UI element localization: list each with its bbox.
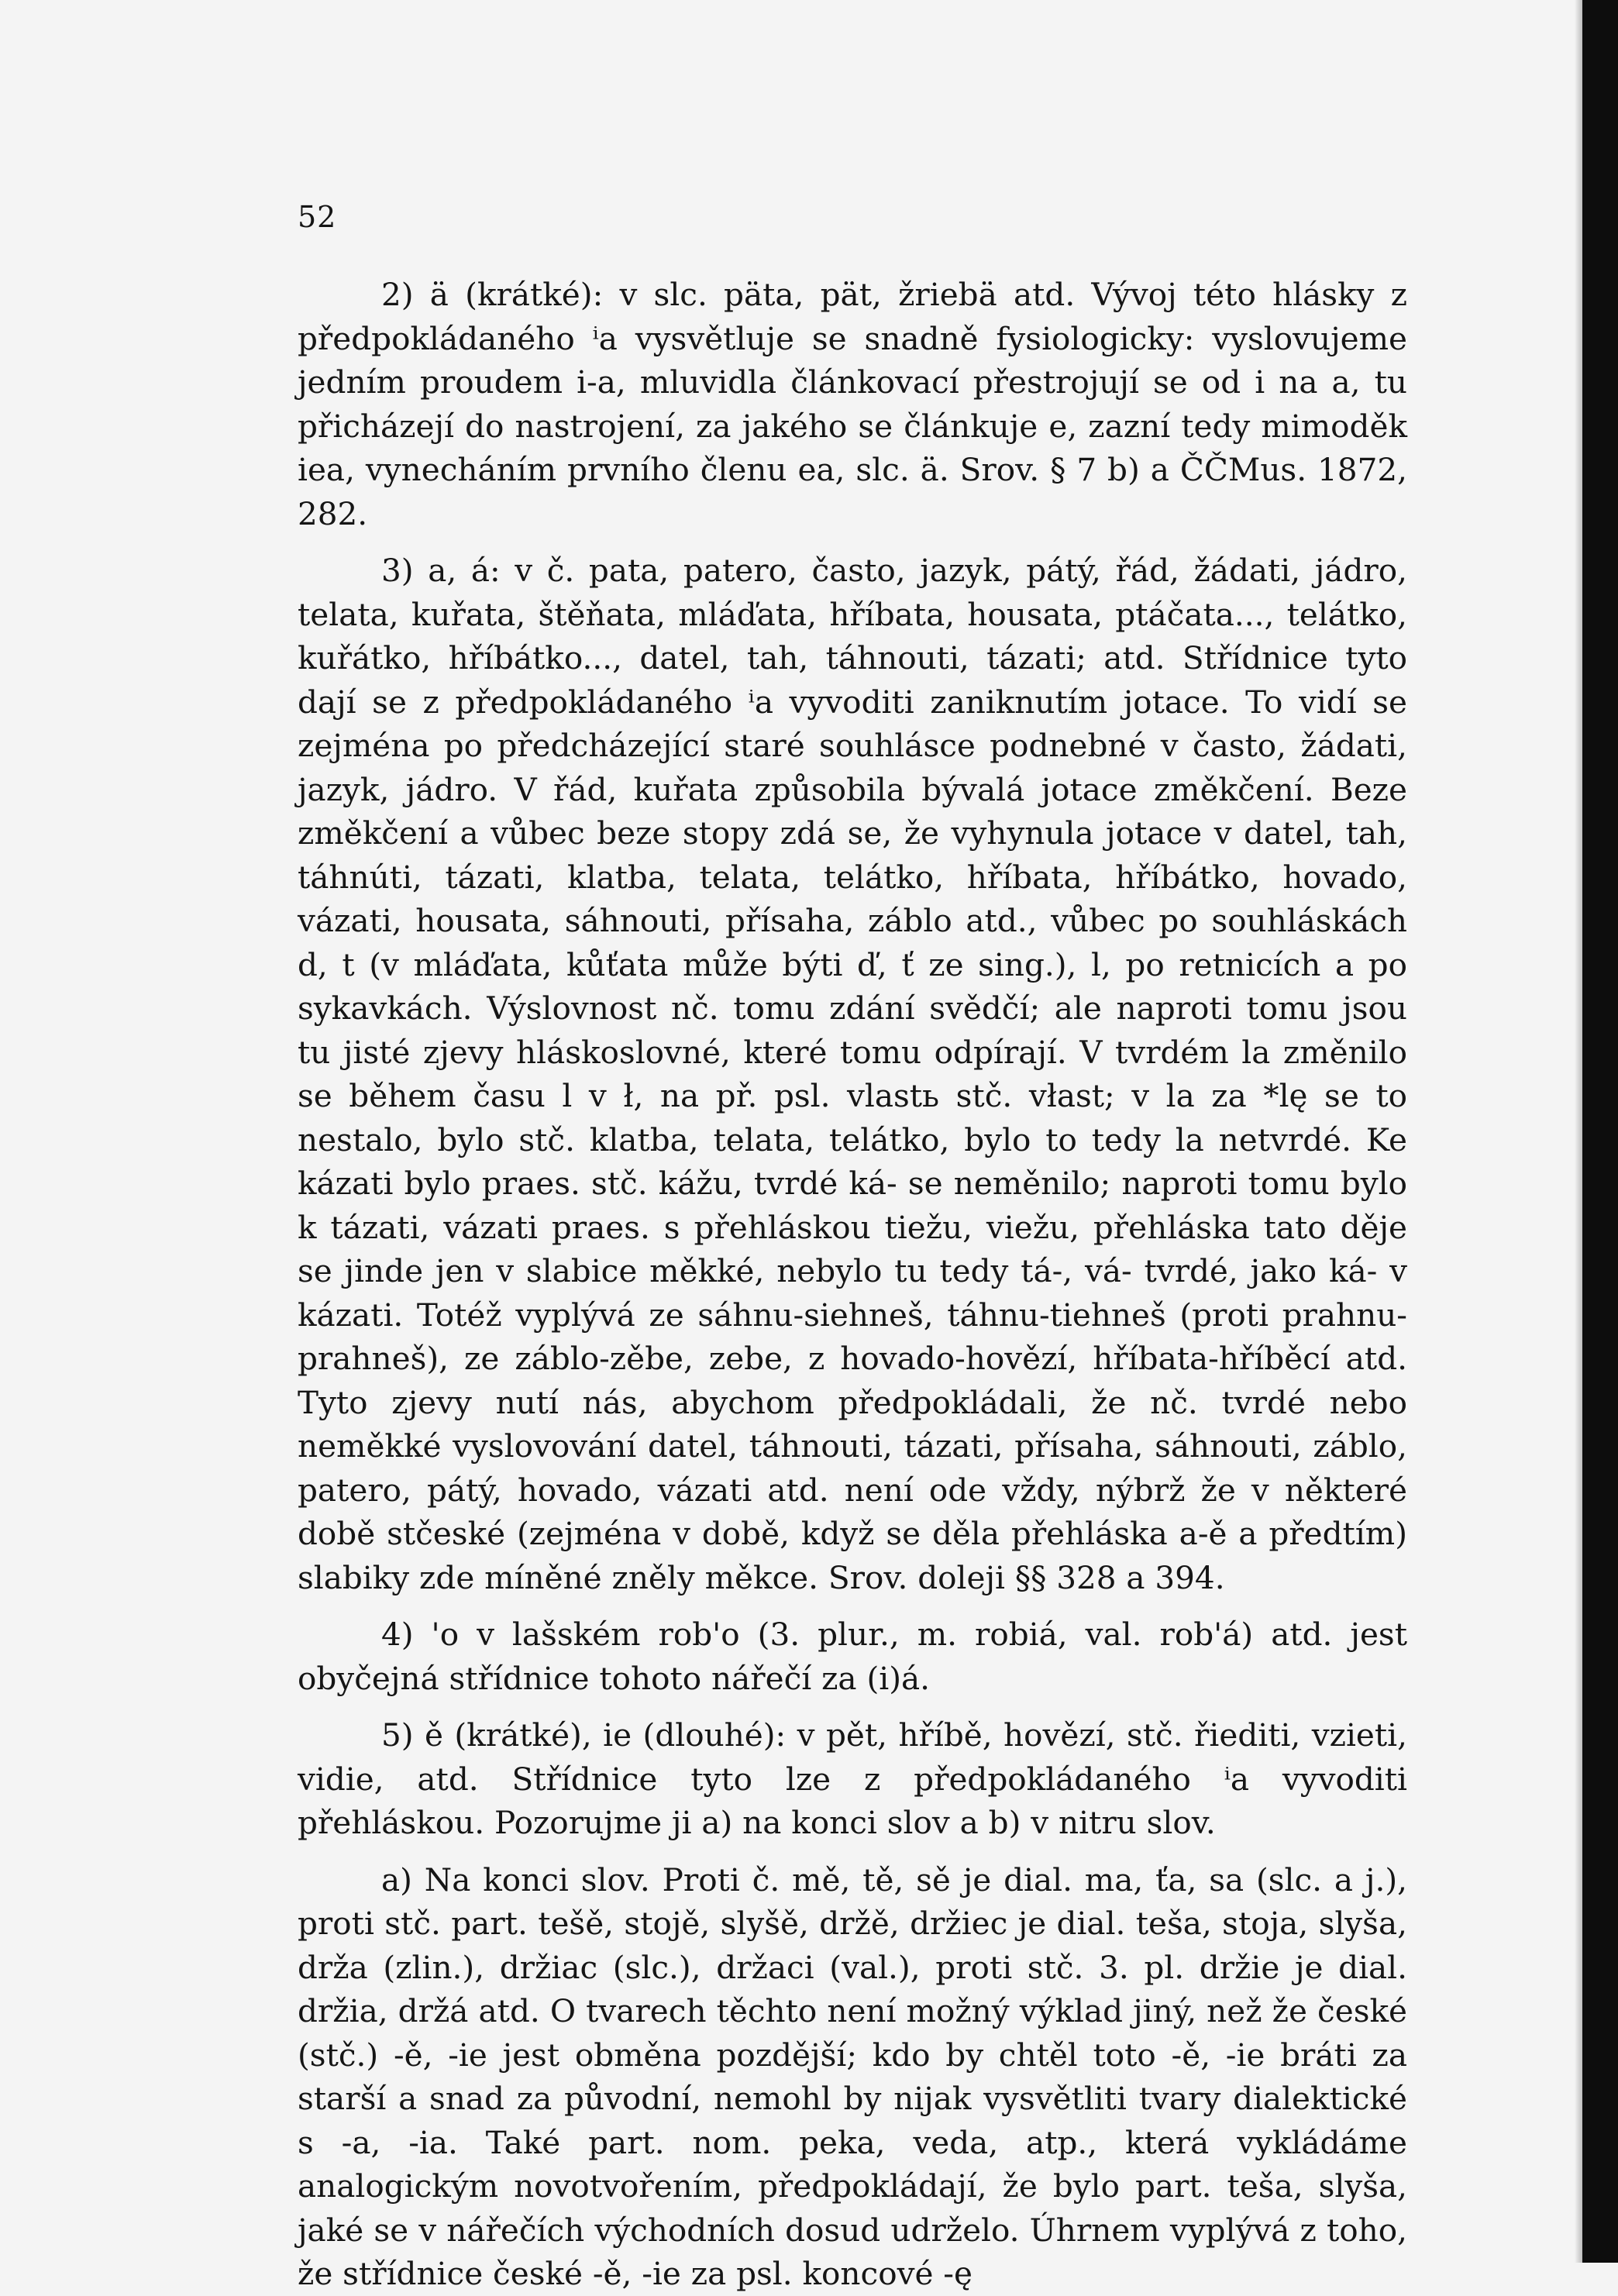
paragraph-2-short-a: 2) ä (krátké): v slc. päta, pät, žriebä atd. Vývoj této hlásky z předpokládaného ⁱa vysvětluje se snadně fysiologicky: vyslovujeme jedním proudem i-a, mluvidla článkovací přestrojují se od i na a, tu přicházejí do nastrojení, za jakého se článkuje e, zazní tedy mimoděk iea, vynecháním prvního členu ea, slc. ä. Srov. § 7 b) a ČČMus. 1872, 282. bbox=[298, 276, 1407, 532]
paragraph-a-word-endings: a) Na konci slov. Proti č. mě, tě, sě je dial. ma, ťa, sa (slc. a j.), proti stč. part. tešě, stojě, slyšě, držě, držiec je dial. teša, stoja, slyša, drža (zlin.), držiac (slc.), držaci (val.), proti stč. 3. pl. držie je dial. držia, držá atd. O tvarech těchto není možný výklad jiný, než že české (stč.) -ě, -ie jest obměna pozdější; kdo by chtěl toto -ě, -ie bráti za starší a snad za původní, nemohl by nijak vysvětliti tvary dialektické s -a, -ia. Také part. nom. peka, veda, atp., která vykládáme analogickým novotvořením, předpokládají, že bylo part. teša, slyša, jaké se v nářečích východních dosud udrželo. Úhrnem vyplývá z toho, že střídnice české -ě, -ie za psl. koncové -ę bbox=[298, 1861, 1407, 2292]
paragraph-3-a-long-a: 3) a, á: v č. pata, patero, často, jazyk, pátý, řád, žádati, jádro, telata, kuřata, štěňata, mláďata, hříbata, housata, ptáčata..., telátko, kuřátko, hříbátko..., datel, tah, táhnouti, tázati; atd. Střídnice tyto dají se z předpokládaného ⁱa vyvoditi zaniknutím jotace. To vidí se zejména po předcházející staré souhlásce podnebné v často, žádati, jazyk, jádro. V řád, kuřata způsobila bývalá jotace změkčení. Beze změkčení a vůbec beze stopy zdá se, že vyhynula jotace v datel, tah, táhnúti, tázati, klatba, telata, telátko, hříbata, hříbátko, hovado, vázati, housata, sáhnouti, přísaha, záblo atd., vůbec po souhláskách d, t (v mláďata, kůťata může býti ď, ť ze sing.), l, po retnicích a po sykavkách. Výslovnost nč. tomu zdání svědčí; ale naproti tomu jsou tu jisté zjevy hláskoslovné, které tomu odpírají. V tvrdém la změnilo se během času l v ł, na př. psl. vlastь stč. vłast; v la za *lę se to nestalo, bylo stč. klatba, telata, telátko, bylo to tedy la netvrdé. Ke kázati bylo praes. stč. kážu, tvrdé ká- se neměnilo; naproti tomu bylo k tázati, vázati praes. s přehláskou tiežu, viežu, přehláska tato děje se jinde jen v slabice měkké, nebylo tu tedy tá-, vá- tvrdé, jako ká- v kázati. Totéž vyplývá ze sáhnu-siehneš, táhnu-tiehneš (proti prahnu-prahneš), ze záblo-zěbe, zebe, z hovado-hovězí, hříbata-hříběcí atd. Tyto zjevy nutí nás, abychom předpokládali, že nč. tvrdé nebo neměkké vyslovování datel, táhnouti, tázati, přísaha, sáhnouti, záblo, patero, pátý, hovado, vázati atd. není ode vždy, nýbrž že v některé době stčeské (zejména v době, když se děla přehláska a-ě a předtím) slabiky zde míněné zněly měkce. Srov. doleji §§ 328 a 394. bbox=[298, 552, 1407, 1596]
paragraph-5-e-ie: 5) ě (krátké), ie (dlouhé): v pět, hříbě, hovězí, stč. řiediti, vzieti, vidie, atd. Střídnice tyto lze z předpokládaného ⁱa vyvoditi přehláskou. Pozorujme ji a) na konci slov a b) v nitru slov. bbox=[298, 1716, 1407, 1841]
scan-shadow bbox=[1575, 0, 1582, 2263]
paragraph-4-lasske-o: 4) 'o v lašském rob'o (3. plur., m. robiá, val. rob'á) atd. jest obyčejná střídnice tohoto nářečí za (i)á. bbox=[298, 1616, 1407, 1697]
scan-dark-edge bbox=[1582, 0, 1618, 2263]
page-number: 52 bbox=[298, 200, 337, 234]
page-body bbox=[298, 273, 1407, 2296]
